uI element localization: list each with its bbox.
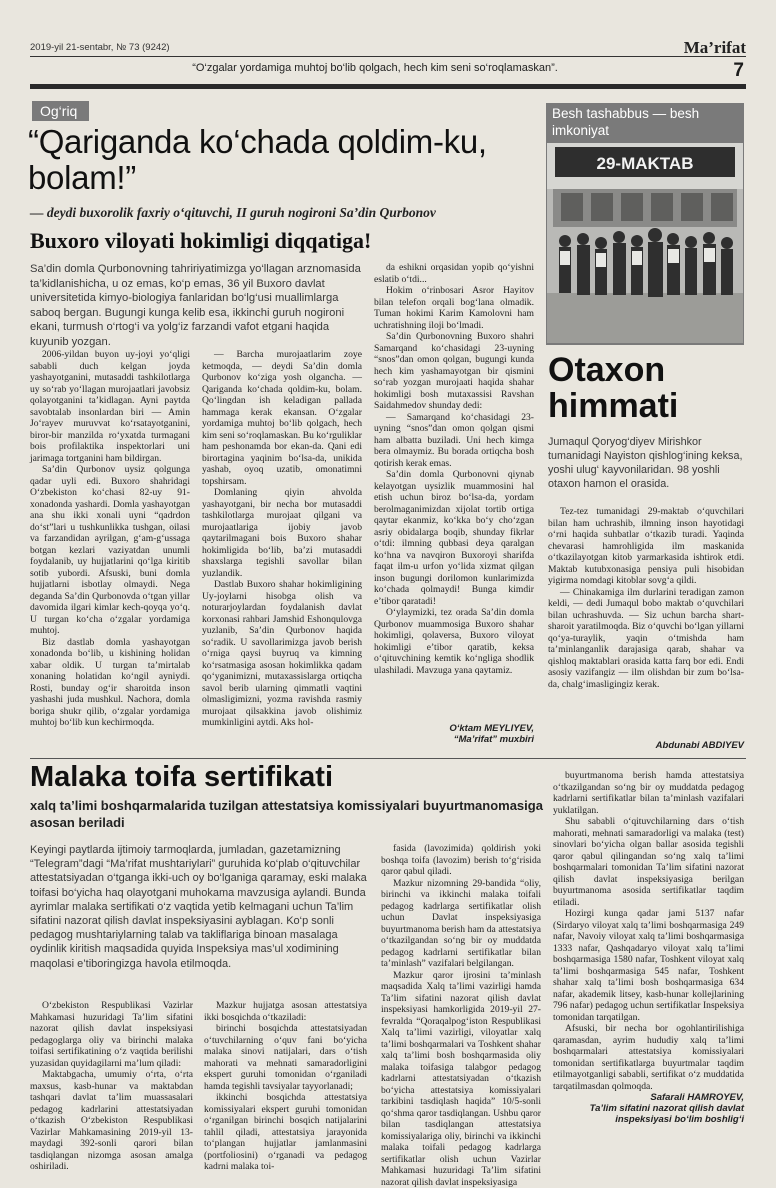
sidebar-body [548,506,744,732]
author-role: Ta’lim sifatini nazorat qilish davlat inspeksiyasi bo‘lim boshlig‘i [553,1103,744,1125]
section-divider [30,758,746,759]
sidebar-kicker: Besh tashabbus — besh imkoniyat [552,105,742,139]
paragraph: Afsuski, bir necha bor ogohlantirilishiga qaramasdan, ayrim hududiy xalq ta’limi boshqarmalari attestatsiya komissiyalari tomonidan sertifikatlarga buyurtmalar taqdim etilmayotganligi sababli, sertifikat o‘z muddatida tarqatilmasdan qolmoqda. [553,1023,744,1092]
sidebar-signature: Abdunabi ABDIYEV [548,740,744,751]
paragraph: Sa’din domla Qurbonovni qiynab kelayotgan uysizlik muammosini hal etish uchun biroz bo‘lsa-da, yordam berolmaganimizdan xijolat tortib ortiga qaytar ekanmiz, ko‘kka bo‘y cho‘zgan asriy obidalarga boqib, shunday fikrlar o‘tdi: ilmning qubbasi deya qaralgan ko‘hna va navqiron Buxoroyi sharifda faqat ilm-u urfon yo‘lida xizmat qilgan inson bugungi dorilomon kunlarimizda ko‘chada qolmaydi! Bunga kimdir e’tibor qaratadi! [374,469,534,607]
story-kicker: Og‘riq [32,101,89,121]
paragraph: 2006-yildan buyon uy-joyi yo‘qligi sababli duch kelgan joyda yashayotganini, mutasaddi tashkilotlarga uy so‘rab yo‘llagan murojaatlari javobsiz qolayotganini ta’kidlagan. Ayni paytda savobtalab insonlardan biri — Amin Jo‘rayev muruvvat ko‘rsatayotganini, biror-bir manzilda ro‘yxatda turmagani bois profilaktika inspektorlari uni jarimaga tortganini ham bildirgan. [30,349,190,464]
header-bar [30,84,746,89]
paragraph: Hozirgi kunga qadar jami 5137 nafar (Sirdaryo viloyat xalq ta’limi boshqarmasiga 249 nafar, Navoiy viloyat xalq ta’limi boshqarmasiga 1333 nafar, Qashqadaryo viloyat xalq ta’limi boshqarmasiga 1580 nafar, Toshkent viloyat xalq ta’limi boshqarmasiga 545 nafar, Toshkent shahar xalq ta’limi bosh boshqarmasiga 634 nafar, akademik litsey, kasb-hunar kollejlarining 796 nafar) pedagog uchun sertifikatlar Inspeksiya tomonidan tarqatilgan. [553,908,744,1023]
story2-column-2 [204,1000,367,1132]
story2-lead: Keyingi paytlarda ijtimoiy tarmoqlarda, jumladan, gazetamizning “Telegram”dagi “Ma’rifat mushtariylari” guruhida ko‘plab o‘qituvchilar attestatsiyadan o‘tganga ikki-uch oy bo‘lganiga qaramay, eski malaka toifasi bo‘yicha haq olayotgani muhokama mavzusiga aylandi. Bunda ayrimlar malaka sertifikati o‘z vaqtida yetib kelmagani uchun Ta’lim sifatini nazorat qilish davlat inspeksiyasini ayblagan. Ko‘p sonli pedagog mushtariylarning talab va takliflariga binoan masalaga oydinlik kiritish maqsadida quyida Inspeksiya mas’ul xodimining maqolasi e’tiboringizga havola etilmoqda. [30,843,370,971]
story2-headline: Malaka toifa sertifikati [30,760,550,794]
author-name: O‘ktam MEYLIYEV, [374,723,534,734]
school-group-photo [547,143,743,343]
paragraph: Tez-tez tumanidagi 29-maktab o‘quvchilari bilan ham uchrashib, ilmning inson hayotidagi o‘rni haqida suhbatlar o‘tkazib turadi. Yaqinda chevarasi hamrohligida ilm maskanida o‘tkazilayotgan kitob yarmarkasida ishtirok etdi. Maktab kutubxonasiga pensiya puli hisobidan yigirma nomdagi kitoblar sovg‘a qildi. [548,506,744,587]
paragraph: birinchi bosqichda attestatsiyadan o‘tuvchilarning o‘quv fani bo‘yicha malaka sinovi natijalari, dars o‘tish mahorati va mehnati samaradorligini ekspert guruhi tomonidan o‘rganiladi hamda tegishli tavsiyalar tayyorlanadi; [204,1023,367,1092]
story-column-2 [202,349,362,721]
paragraph: da eshikni orqasidan yopib qo‘yishni eslatib o‘tdi... [374,262,534,285]
story-lead: Sa’din domla Qurbonovning tahririyatimizga yo‘llagan arznomasida ta’kidlanishicha, u oz emas, ko‘p emas, 36 yil Buxoro davlat universitetida kimyo-biologiya fanlaridan bo‘lg‘usi muallimlarga saboq bergan. Bugungi kunga kelib esa, ikkinchi guruh nogironi ekani, turmush o‘rtog‘i va yolg‘iz farzandi vafot etgani haqida kuyunib yozgan. [30,262,363,350]
story-column-1 [30,349,190,721]
paragraph: Hokim o‘rinbosari Asror Hayitov bilan telefon orqali bog‘lana olmadik. Tuman hokimi Karim Kamolovni ham uchratishning iloji bo‘lmadi. [374,285,534,331]
story-signature [374,723,534,745]
paragraph: — Barcha murojaatlarim zoye ketmoqda, — deydi Sa’din domla Qurbonov ko‘ziga yosh olgancha. — Qariganda ko‘chada qoldim-ku, bolam. Qo‘lingdan ish keladigan pallada hammaga kerak ekansan. O‘zgalar yordamiga muhtoj bo‘lib qolgach, hech kim seni so‘roqlamaskan. Bu ko‘rguliklar ham peshonamda bor ekan-da. Qani edi birortagina yaqinim bo‘lsa-da, unikida yashab, oyoq uzatib, omonatimni topshirsam. [202,349,362,487]
story2-subheadline: xalq ta’limi boshqarmalarida tuzilgan attestatsiya komissiyalari buyurtmanomasiga asosan beriladi [30,797,550,831]
story2-column-3 [381,843,541,1132]
header-rule [30,56,746,57]
sidebar-title: Otaxon himmati [548,352,744,424]
paragraph: Dastlab Buxoro shahar hokimligining Uy-joylarni hisobga olish va noturarjoylardan foydalanish davlat korxonasi rahbari Jamshid Eshonqulovga yuzlanib, Sa’din Qurbonov haqida so‘radik. U savollarimizga javob berish o‘rniga qaysi buyruq va kimning ko‘rsatmasiga asosan hokimlikka qadam qo‘yganimizni, mutaxassislarga ortiqcha savol berib ularning qimmatli vaqtini olmasligimizni, yozma ravishda rasmiy murojaat qilsakkina javob olishimiz mumkinligini aytdi. Aks hol- [202,579,362,729]
issue-date: 2019-yil 21-sentabr, № 73 (9242) [30,42,170,53]
story-headline: “Qariganda ko‘chada qoldim-ku, bolam!” [28,124,538,196]
paragraph: O‘zbekiston Respublikasi Vazirlar Mahkamasi huzuridagi Ta’lim sifatini nazorat qilish davlat inspeksiyasi pedagoglarga oliy va birinchi malaka toifasi sertifikatining o‘z vaqtida berilishi yuzasidan quyidagilarni ma’lum qiladi: [30,1000,193,1069]
photo-sign: 29-MAKTAB [597,154,694,173]
paragraph: ikkinchi bosqichda attestatsiya komissiyalari ekspert guruhi tomonidan o‘rganilgan birinchi bosqich natijalarini tahlil qiladi, attestatsiya jarayonida to‘plangan hujjatlar jamlanmasini (portfoliosini) o‘rganadi va pedagog kadrni malaka toi- [204,1092,367,1173]
story2-column-1 [30,1000,193,1132]
sidebar-lead: Jumaqul Qoryog‘diyev Mirishkor tumanidagi Nayiston qishlog‘ining keksa, yoshi ulug‘ kayvonilaridan. 98 yoshli otaxon hamon el orasida. [548,435,744,491]
story-subheadline: — deydi buxorolik faxriy o‘qituvchi, II guruh nogironi Sa’din Qurbonov [30,205,540,221]
paragraph: Sa’din Qurbonov uysiz qolgunga qadar uyli edi. Buxoro shahridagi O‘zbekiston ko‘chasi 82-uy 91-xonadonda yashardi. Domla yashayotgan ana shu ikki xonali uyni “qadrdon do‘st”lari u tushkunlikka tushgan, oilasi va farzandidan ayrilgan, g‘am-g‘ussaga botgan kezlari vaziyatdan unumli foydalanib, uy hujjatlarini qo‘lga kiritib sotib yubordi. Afsuski, buni domla hujjatlarni isbotlay olmaydi. Nega deganda Sa’din Qurbonovda o‘tgan yillar davomida ilgari kimlar kech-qoyqa yo‘q. U turgan ko‘cha o‘zgalar yordamiga muhtoj. [30,464,190,637]
paragraph: O‘ylaymizki, tez orada Sa’din domla Qurbonov muammosiga Buxoro shahar hokimligi, qolaversa, Buxoro viloyat hokimligi e’tibor qaratib, keksa o‘qituvchining kemtik ko‘ngliga shodlik ulashiladi. Mavzuga yana qaytamiz. [374,607,534,676]
page-number: 7 [733,60,744,82]
paragraph: — Samarqand ko‘chasidagi 23-uyning “snos”dan omon qolgan qismi ham albatta buziladi. Uni hech kimga bera olmaymiz. Bu borada ortiqcha bosh qotirish kerak emas. [374,412,534,470]
author-role: “Ma’rifat” muxbiri [374,734,534,745]
paragraph: — Chinakamiga ilm durlarini teradigan zamon keldi, — dedi Jumaqul bobo maktab o‘quvchilari bilan uchrashuvda. — Siz uchun barcha shart-sharoit yaratilmoqda. Biz o‘quvchi bo‘lgan yillarni qo‘ya-turaylik, yaqin o‘tmishda ham ta’minlanganlik darajasiga qarab, shahar va qishloq maktablari orasida katta farq bor edi. Endi asosiy vazifangiz — ilm olishdan bir zum bo‘lsa-da, chalg‘imasligingiz kerak. [548,587,744,691]
story2-column-4 [553,770,744,1085]
story-headline-secondary: Buxoro viloyati hokimligi diqqatiga! [30,228,540,254]
sidebar-photo-box [546,103,744,345]
paragraph: buyurtmanoma berish hamda attestatsiya o‘tkazilgandan so‘ng bir oy muddatda pedagog kadrlarni sertifikatlar bilan ta’minlash vazifalari yuklatilgan. [553,770,744,816]
paragraph: Domlaning qiyin ahvolda yashayotgani, bir necha bor mutasaddi tashkilotlarga murojaat qilgani va murojaatlariga ijobiy javob qaytarilmagani bois Buxoro shahar hokimligida bo‘lib, ba’zi mutasaddi shaxslarga tegishli savollar bilan yuzlandik. [202,487,362,579]
story-column-3 [374,262,534,717]
page-slogan: “O‘zgalar yordamiga muhtoj bo‘lib qolgach, hech kim seni so‘roqlamaskan”. [30,62,720,74]
paragraph: Mazkur hujjatga asosan attestatsiya ikki bosqichda o‘tkaziladi: [204,1000,367,1023]
author-name: Safarali HAMROYEV, [553,1092,744,1103]
paragraph: Sa’din Qurbonovning Buxoro shahri Samarqand ko‘chasidagi 23-uyning “snos”dan omon qolgan, bugungi kunda hech kim yashamayotgan bir qismini so‘rab yozgan murojaati haqida shahar hokimligi bosh mutaxassisi Ravshan Saidahmedov shunday dedi: [374,331,534,412]
paragraph: Mazkur qaror ijrosini ta’minlash maqsadida Xalq ta’limi vazirligi hamda Ta’lim sifatini nazorat qilish davlat inspeksiyasi hamkorligida 2019-yil 27-fevralda “Qoraqalpog‘iston Respublikasi Xalq ta’limi vazirligi, viloyatlar xalq ta’limi boshqarmalari va Toshkent shahar xalq ta’limi bosh boshqarmasida oliy malaka toifasiga talabgor pedagog kadrlarni attestatsiyadan o‘tkazish bo‘yicha attestatsiya komissiyalari tarkibini tasdiqlash haqida” 10/5-sonli qo‘shma qaror tasdiqlangan. Ushbu qaror bilan tasdiqlangan attestatsiya komissiyalariga oliy, birinchi va ikkinchi malaka toifali pedagog kadrlarga sertifikatlar olish uchun Vazirlar Mahkamasi huzuridagi Ta’lim sifatini nazorat qilish davlat inspeksiyasiga [381,970,541,1188]
paragraph: Biz dastlab domla yashayotgan xonadonda bo‘lib, u kishining holidan xabar oldik. U turgan ta’mirtalab xonaning holatidan ko‘ngil ayniydi. Rosti, bunday og‘ir sharoitda inson yashashi juda mushkul. Nachora, domla boriga shukr qilib, o‘zgalar yordamiga muhtoj bo‘lib kun kechirmoqda. [30,637,190,729]
story2-signature [553,1092,744,1125]
paragraph: Maktabgacha, umumiy o‘rta, o‘rta maxsus, kasb-hunar va maktabdan tashqari davlat ta’lim muassasalari pedagog kadrlarini attestatsiyadan o‘tkazish O‘zbekiston Respublikasi Vazirlar Mahkamasining 2019-yil 13-maydagi 392-sonli qarori bilan tasdiqlangan nizomga asosan amalga oshiriladi. [30,1069,193,1173]
brand-logo: Ma’rifat [684,38,746,58]
paragraph: Shu sababli o‘qituvchilarning dars o‘tish mahorati, mehnati samaradorligi va malaka (test) sinovlari bo‘yicha olgan ballar asosida tegishli qaror qabul qilingandan so‘ng xalq ta’limi boshqarmalari tomonidan Ta’lim sifatini nazorat qilish davlat inspeksiyasiga berilgan buyurtmanoma asosida sertifikatlar taqdim etiladi. [553,816,744,908]
paragraph: fasida (lavozimida) qoldirish yoki boshqa toifa (lavozim) berish to‘g‘risida qaror qabul qiladi. [381,843,541,878]
paragraph: Mazkur nizomning 29-bandida “oliy, birinchi va ikkinchi malaka toifali pedagog kadrlarga sertifikatlar olish uchun Davlat inspeksiyasiga buyurtmanoma berish ham da attestatsiya o‘tkazilgandan so‘ng bir oy muddatda pedagog kadrlarni sertifikatlar bilan ta’minlash” vazifalari belgilangan. [381,878,541,970]
